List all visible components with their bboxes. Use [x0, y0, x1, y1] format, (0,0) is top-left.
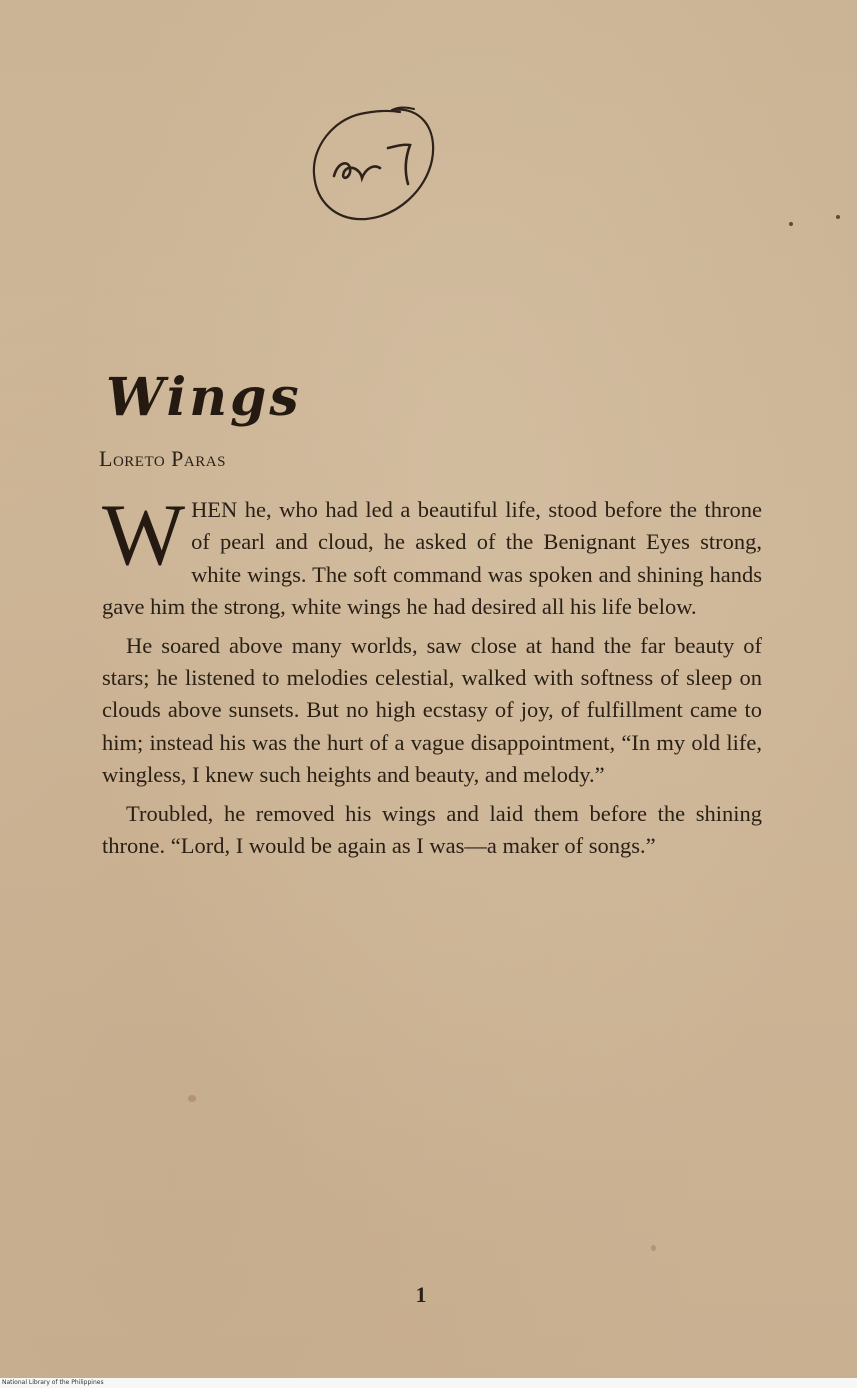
paper-speck — [789, 222, 793, 226]
paper-speck — [836, 215, 840, 219]
paper-stain — [651, 1245, 656, 1251]
handwritten-circle-icon — [300, 98, 450, 228]
page-number: 1 — [415, 1282, 427, 1307]
library-credit: National Library of the Philippines — [2, 1379, 104, 1386]
footer-strip — [0, 1378, 857, 1388]
page-title: Wings — [106, 367, 302, 428]
handwritten-page-mark — [300, 98, 450, 228]
paragraph-1 — [102, 487, 762, 624]
paragraph-2: He soared above many worlds, saw close at hand the far beauty of stars; he listened to melodies celestial, walked with softness of sleep on clouds above sunsets. But no high ecstasy of joy, of fulfillment came to him; instead his was the hurt of a vague disappointment, “In my old life, wingless, I knew such heights and beauty, and melody.” — [102, 632, 762, 788]
story-text — [102, 487, 762, 868]
paper-stain — [188, 1095, 196, 1102]
drop-cap: W — [102, 487, 186, 584]
paragraph-1-text: HEN he, who had led a beautiful life, stood before the throne of pearl and cloud, he asked of the Benignant Eyes strong, white wings. The soft command was spoken and shining hands gave him the strong, white wings he had desired all his life below. — [102, 497, 762, 620]
paragraph-3: Troubled, he removed his wings and laid them before the shining throne. “Lord, I would be again as I was—a maker of songs.” — [102, 800, 762, 859]
author-name: Loreto Paras — [99, 446, 226, 471]
